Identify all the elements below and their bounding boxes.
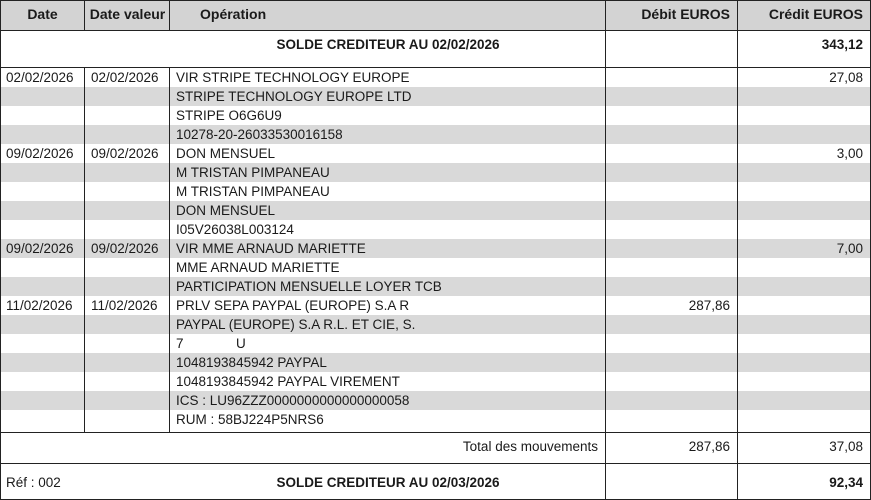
row-date <box>0 258 85 277</box>
row-credit <box>738 372 871 391</box>
row-debit <box>606 125 738 144</box>
row-date-valeur <box>85 372 170 391</box>
row-date <box>0 353 85 372</box>
row-operation: 1048193845942 PAYPAL VIREMENT <box>176 374 400 389</box>
row-debit <box>606 87 738 106</box>
rule-col1-header <box>84 0 85 30</box>
row-date: 11/02/2026 <box>6 298 73 313</box>
row-date-valeur: 09/02/2026 <box>91 146 159 161</box>
row-debit <box>606 353 738 372</box>
totals-row <box>0 432 871 462</box>
row-date-valeur: 09/02/2026 <box>91 241 159 256</box>
row-credit <box>738 163 871 182</box>
row-date <box>0 372 85 391</box>
row-debit <box>606 315 738 334</box>
rule-col2 <box>169 67 170 432</box>
table-row <box>0 372 871 391</box>
row-operation: VIR MME ARNAUD MARIETTE <box>176 241 366 256</box>
row-credit <box>738 220 871 239</box>
row-date-valeur <box>85 258 170 277</box>
row-debit <box>606 258 738 277</box>
row-date-valeur: 11/02/2026 <box>91 298 158 313</box>
row-date <box>0 125 85 144</box>
header-date-valeur: Date valeur <box>89 6 166 22</box>
row-operation: ICS : LU96ZZZ0000000000000000058 <box>176 393 410 408</box>
rule-col3 <box>605 0 606 500</box>
row-operation: 7 U <box>176 336 246 351</box>
opening-balance-amount: 343,12 <box>821 37 863 52</box>
row-operation: DON MENSUEL <box>176 146 276 161</box>
row-debit <box>606 220 738 239</box>
row-operation: VIR STRIPE TECHNOLOGY EUROPE <box>176 70 410 85</box>
row-date-valeur <box>85 182 170 201</box>
table-row <box>0 144 871 163</box>
row-date <box>0 391 85 410</box>
row-operation: PAYPAL (EUROPE) S.A R.L. ET CIE, S. <box>176 317 416 332</box>
row-date-valeur <box>85 220 170 239</box>
row-operation: PRLV SEPA PAYPAL (EUROPE) S.A R <box>176 298 410 313</box>
row-date-valeur: 02/02/2026 <box>91 70 159 85</box>
table-row <box>0 68 871 87</box>
table-row <box>0 315 871 334</box>
row-debit <box>606 201 738 220</box>
row-credit <box>738 201 871 220</box>
header-date: Date <box>27 6 58 22</box>
row-date: 02/02/2026 <box>6 70 74 85</box>
rule-above-totals <box>0 432 871 433</box>
row-credit: 3,00 <box>836 146 863 161</box>
row-credit <box>738 258 871 277</box>
table-row <box>0 296 871 315</box>
row-debit <box>606 410 738 429</box>
row-date-valeur <box>85 334 170 353</box>
row-date-valeur <box>85 391 170 410</box>
row-credit <box>738 391 871 410</box>
row-date-valeur <box>85 125 170 144</box>
row-date <box>0 106 85 125</box>
header-debit: Débit EUROS <box>641 6 730 22</box>
row-debit <box>606 239 738 258</box>
row-date-valeur <box>85 106 170 125</box>
table-row <box>0 258 871 277</box>
header-operation: Opération <box>200 6 267 22</box>
table-row <box>0 277 871 296</box>
closing-balance-label: SOLDE CREDITEUR AU 02/03/2026 <box>276 475 500 490</box>
row-date-valeur <box>85 410 170 429</box>
closing-balance-row <box>0 468 871 498</box>
rule-below-opening <box>0 67 871 68</box>
row-debit <box>606 391 738 410</box>
closing-balance-amount: 92,34 <box>829 475 863 490</box>
row-date-valeur <box>85 163 170 182</box>
row-date-valeur <box>85 87 170 106</box>
rule-col2-header <box>169 0 170 30</box>
row-debit <box>606 182 738 201</box>
header-credit: Crédit EUROS <box>768 6 863 22</box>
row-credit <box>738 315 871 334</box>
row-debit <box>606 144 738 163</box>
row-operation: M TRISTAN PIMPANEAU <box>176 184 330 199</box>
table-row <box>0 87 871 106</box>
row-date <box>0 277 85 296</box>
row-debit <box>606 372 738 391</box>
row-operation: STRIPE TECHNOLOGY EUROPE LTD <box>176 89 412 104</box>
row-debit <box>606 68 738 87</box>
row-operation: DON MENSUEL <box>176 203 276 218</box>
row-date <box>0 163 85 182</box>
rule-top <box>0 0 871 1</box>
table-row <box>0 334 871 353</box>
opening-balance-label: SOLDE CREDITEUR AU 02/02/2026 <box>276 37 500 52</box>
row-date <box>0 201 85 220</box>
rule-below-header <box>0 30 871 31</box>
table-row <box>0 410 871 429</box>
row-date <box>0 220 85 239</box>
row-credit <box>738 296 871 315</box>
row-date-valeur <box>85 353 170 372</box>
row-operation: MME ARNAUD MARIETTE <box>176 260 340 275</box>
row-date-valeur <box>85 201 170 220</box>
row-date: 09/02/2026 <box>6 146 74 161</box>
table-row <box>0 163 871 182</box>
row-date-valeur <box>85 315 170 334</box>
rule-left <box>0 0 1 500</box>
row-credit <box>738 182 871 201</box>
row-operation: M TRISTAN PIMPANEAU <box>176 165 330 180</box>
row-date <box>0 87 85 106</box>
row-credit: 7,00 <box>836 241 863 256</box>
row-credit: 27,08 <box>829 70 863 85</box>
row-date <box>0 334 85 353</box>
table-row <box>0 106 871 125</box>
row-operation: 10278-20-26033530016158 <box>176 127 343 142</box>
row-credit <box>738 87 871 106</box>
totals-credit: 37,08 <box>829 439 863 454</box>
row-operation: RUM : 58BJ224P5NRS6 <box>176 412 324 427</box>
opening-balance-row <box>0 30 871 60</box>
row-credit <box>738 353 871 372</box>
table-row <box>0 201 871 220</box>
reference-number: Réf : 002 <box>6 475 61 490</box>
table-row <box>0 239 871 258</box>
row-date <box>0 410 85 429</box>
row-date <box>0 315 85 334</box>
row-debit <box>606 277 738 296</box>
row-credit <box>738 334 871 353</box>
table-row <box>0 220 871 239</box>
rule-col1 <box>84 67 85 432</box>
row-credit <box>738 277 871 296</box>
rule-col4 <box>737 0 738 500</box>
row-credit <box>738 106 871 125</box>
totals-label: Total des mouvements <box>462 439 598 454</box>
table-row <box>0 353 871 372</box>
table-header <box>0 0 871 30</box>
row-operation: STRIPE O6G6U9 <box>176 108 282 123</box>
row-debit: 287,86 <box>688 298 730 313</box>
row-date <box>0 182 85 201</box>
totals-debit: 287,86 <box>688 439 730 454</box>
row-credit <box>738 125 871 144</box>
rule-below-totals <box>0 463 871 464</box>
table-row <box>0 182 871 201</box>
row-date: 09/02/2026 <box>6 241 74 256</box>
row-debit <box>606 334 738 353</box>
table-row <box>0 125 871 144</box>
row-credit <box>738 410 871 429</box>
row-operation: I05V26038L003124 <box>176 222 294 237</box>
row-operation: PARTICIPATION MENSUELLE LOYER TCB <box>176 279 442 294</box>
row-debit <box>606 163 738 182</box>
row-operation: 1048193845942 PAYPAL <box>176 355 327 370</box>
table-row <box>0 391 871 410</box>
row-date-valeur <box>85 277 170 296</box>
row-debit <box>606 106 738 125</box>
